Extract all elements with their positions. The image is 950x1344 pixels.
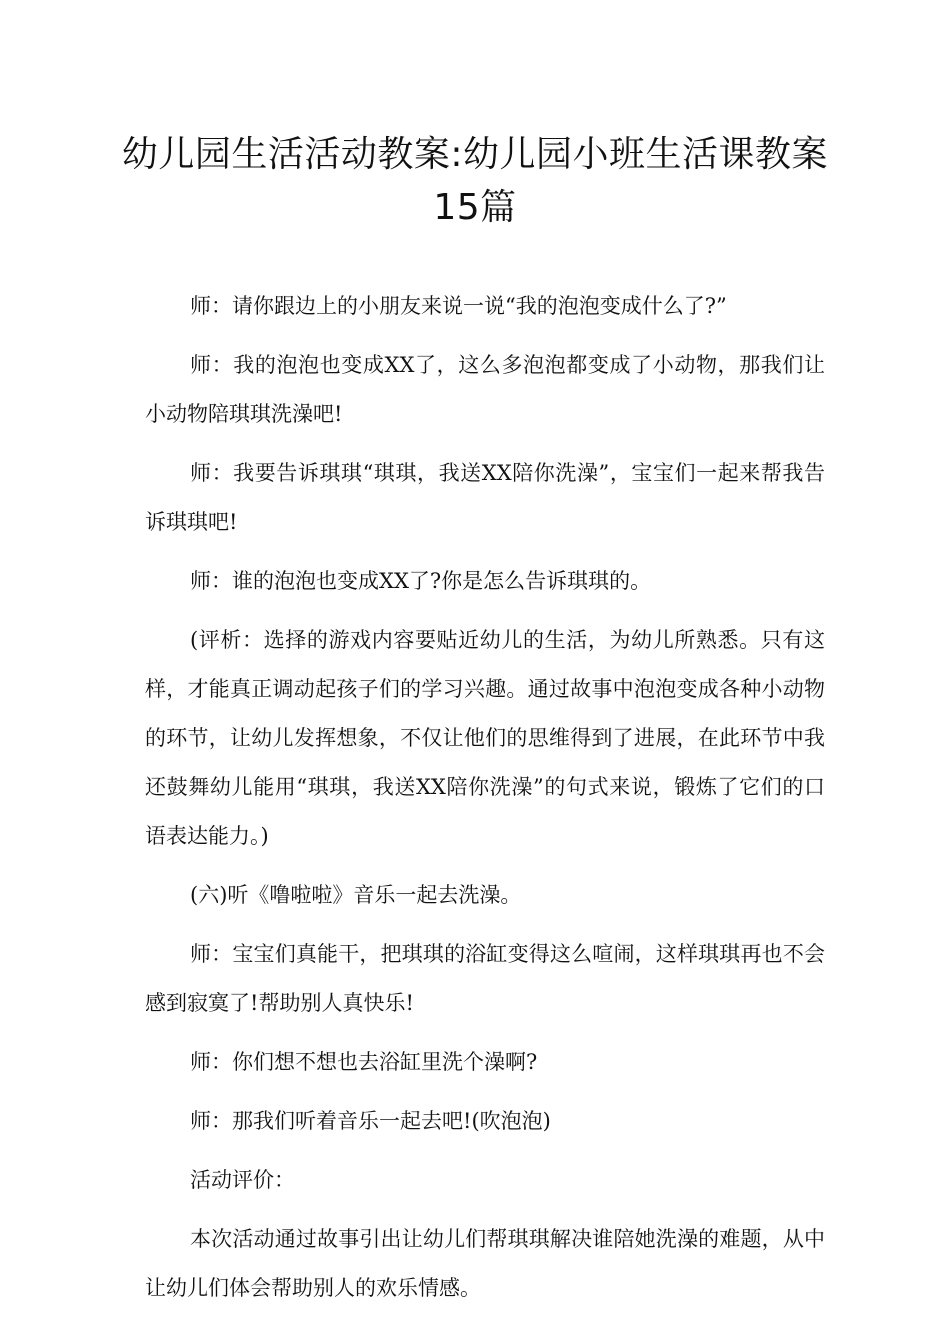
paragraph: (评析：选择的游戏内容要贴近幼儿的生活，为幼儿所熟悉。只有这样，才能真正调动起孩子们的学习兴趣。通过故事中泡泡变成各种小动物的环节，让幼儿发挥想象，不仅让他们的思维得到了进展，在此环节中我还鼓舞幼儿能用“琪琪，我送XX陪你洗澡”的句式来说，锻炼了它们的口语表达能力。) [145,628,825,848]
paragraph: 师：我要告诉琪琪“琪琪，我送XX陪你洗澡”，宝宝们一起来帮我告诉琪琪吧! [145,461,825,534]
paragraph: 本次活动通过故事引出让幼儿们帮琪琪解决谁陪她洗澡的难题，从中让幼儿们体会帮助别人的欢乐情感。 [145,1227,825,1300]
paragraph: 师：宝宝们真能干，把琪琪的浴缸变得这么喧闹，这样琪琪再也不会感到寂寞了!帮助别人真快乐! [145,942,825,1015]
section-heading: 活动评价： [190,1168,295,1192]
paragraph: 师：谁的泡泡也变成XX了?你是怎么告诉琪琪的。 [190,569,652,593]
paragraph: (六)听《噜啦啦》音乐一起去洗澡。 [190,883,522,907]
paragraph: 师：我的泡泡也变成XX了，这么多泡泡都变成了小动物，那我们让小动物陪琪琪洗澡吧! [145,353,825,426]
document-title: 幼儿园生活活动教案:幼儿园小班生活课教案15篇 [121,134,829,228]
document-body [145,282,825,1323]
paragraph: 师：那我们听着音乐一起去吧!(吹泡泡) [190,1109,551,1133]
paragraph: 师：请你跟边上的小朋友来说一说“我的泡泡变成什么了?” [190,294,727,318]
paragraph: 师：你们想不想也去浴缸里洗个澡啊? [190,1050,538,1074]
